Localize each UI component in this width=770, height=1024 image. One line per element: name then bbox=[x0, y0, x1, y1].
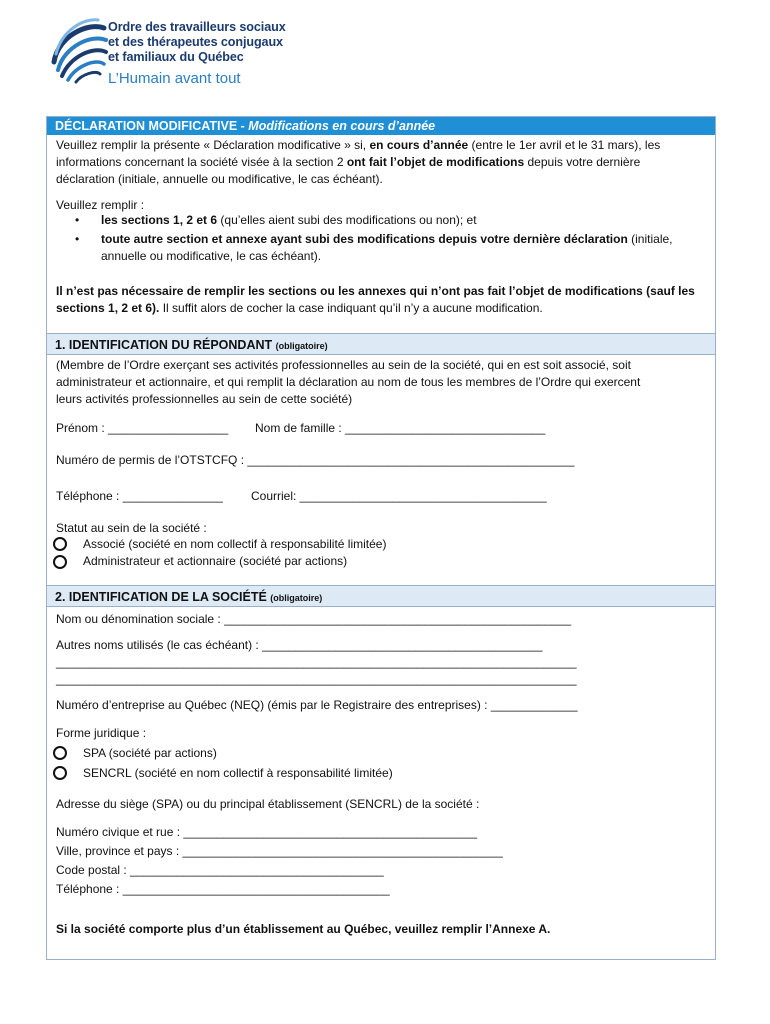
telephone-societe-field[interactable]: Téléphone : ________________________________________ bbox=[56, 882, 390, 896]
administrateur-radio[interactable] bbox=[53, 555, 67, 569]
annexe-a-note: Si la société comporte plus d’un établissement au Québec, veuillez remplir l’Annexe A. bbox=[56, 922, 551, 936]
organization-name bbox=[108, 20, 286, 65]
ville-field[interactable]: Ville, province et pays : ________________________________________________ bbox=[56, 844, 503, 858]
sencrl-radio[interactable] bbox=[53, 766, 67, 780]
intro-paragraph-1: Veuillez remplir la présente « Déclaration modificative » si, en cours d’année (entre le 1er avril et le 31 mars), les informations concernant la société visée à la section 2 ont fait l’objet de modifications depuis votre dernière déclaration (initiale, annuelle ou modificative, le cas échéant). bbox=[56, 138, 661, 186]
main-header bbox=[47, 117, 715, 135]
intro-paragraph-3: Il n’est pas nécessaire de remplir les sections ou les annexes qui n’ont pas fait l’objet de modifications (sauf les sections 1, 2 et 6). Il suffit alors de cocher la case indiquant qu’il n’y a aucune modification. bbox=[56, 284, 695, 315]
autres-noms-field[interactable]: Autres noms utilisés (le cas échéant) : __________________________________________ bbox=[56, 638, 543, 652]
section-1-tag: (obligatoire) bbox=[275, 341, 328, 351]
prenom-field[interactable]: Prénom : __________________ bbox=[56, 421, 229, 435]
spa-radio[interactable] bbox=[53, 746, 67, 760]
section-1-header bbox=[47, 333, 715, 355]
autres-noms-line-2[interactable]: ______________________________________________________________________________ bbox=[56, 655, 577, 669]
adresse-label: Adresse du siège (SPA) ou du principal établissement (SENCRL) de la société : bbox=[56, 797, 480, 811]
section-2-tag: (obligatoire) bbox=[270, 593, 323, 603]
numero-civique-field[interactable]: Numéro civique et rue : ____________________________________________ bbox=[56, 825, 478, 839]
administrateur-label: Administrateur et actionnaire (société par actions) bbox=[83, 554, 348, 568]
sencrl-label: SENCRL (société en nom collectif à responsabilité limitée) bbox=[83, 766, 393, 780]
statut-label: Statut au sein de la société : bbox=[56, 521, 207, 535]
section-1-title: 1. IDENTIFICATION DU RÉPONDANT bbox=[55, 338, 276, 352]
telephone-field[interactable]: Téléphone : _______________ bbox=[56, 489, 223, 503]
main-header-title: DÉCLARATION MODIFICATIVE - bbox=[55, 119, 249, 133]
associe-label: Associé (société en nom collectif à responsabilité limitée) bbox=[83, 537, 387, 551]
org-name-line1: Ordre des travailleurs sociaux bbox=[108, 20, 286, 34]
courriel-field[interactable]: Courriel: _____________________________________ bbox=[251, 489, 547, 503]
nom-famille-field[interactable]: Nom de famille : ______________________________ bbox=[255, 421, 546, 435]
section-1-description: (Membre de l’Ordre exerçant ses activités professionnelles au sein de la société, qui en est soit associé, soit administrateur et actionnaire, et qui remplit la déclaration au nom de tous les membres de l’Ordre qui exercent leurs activités professionnelles au sein de cette société) bbox=[56, 358, 641, 406]
org-name-line3: et familiaux du Québec bbox=[108, 50, 244, 64]
associe-radio[interactable] bbox=[53, 537, 67, 551]
autres-noms-line-3[interactable]: ______________________________________________________________________________ bbox=[56, 672, 577, 686]
tagline: L’Humain avant tout bbox=[108, 70, 241, 87]
spa-label: SPA (société par actions) bbox=[83, 746, 217, 760]
denomination-field[interactable]: Nom ou dénomination sociale : ____________________________________________________ bbox=[56, 612, 572, 626]
section-2-title: 2. IDENTIFICATION DE LA SOCIÉTÉ bbox=[55, 590, 271, 604]
section-2-header bbox=[47, 585, 715, 607]
permis-field[interactable]: Numéro de permis de l’OTSTCFQ : _________________________________________________ bbox=[56, 453, 575, 467]
main-header-subtitle: Modifications en cours d’année bbox=[248, 119, 436, 133]
intro-paragraph-2: Veuillez remplir : bbox=[56, 198, 145, 212]
declaration-form: DÉCLARATION MODIFICATIVE - Modifications en cours d’année Veuillez remplir la présente « Déclaration modificative » si, en cours d’année (entre le 1er avril et le 31 mars), les informations concernant la société visée à la section 2 ont fait l’objet de modifications depuis votre dernière déclaration (initiale, annuelle ou modificative, le cas échéant). Veuillez remplir : • les sections 1, 2 et 6 (qu’elles aient subi des modifications ou non); et • toute autre section et annexe ayant subi des modifications depuis votre dernière déclaration (initiale, annuelle ou modificative, le cas échéant). Il n’est pas nécessaire de remplir les sections ou les annexes qui n’ont pas fait l’objet de modifications (sauf les sections 1, 2 et 6). Il suffit alors de cocher la case indiquant qu’il n’y a aucune modification. 1. IDENTIFICATION DU RÉPONDANT (obligatoire) (Membre de l’Ordre exerçant ses activités professionnelles au sein de la société, qui en est soit associé, soit administrateur et actionnaire, et qui remplit la déclaration au nom de tous les membres de l’Ordre qui exercent leurs activités professionnelles au sein de cette société) Prénom : __________________ Nom de famille : ______________________________ Numéro de permis de l’OTSTCFQ : _________________________________________________ Téléphone : _______________ Courriel: _____________________________________ Statut au sein de la société : Associé (société en nom collectif à responsabilité limitée) Administrateur et actionnaire (société par actions) 2. IDENTIFICATION DE LA SOCIÉTÉ (obligatoire) Nom ou dénomination sociale : ____________________________________________________ Autres noms utilisés (le cas échéant) : __________________________________________ ______________________________________________________________________________ ______________________________________________________________________________ Numéro d’entreprise au Québec (NEQ) (émis par le Registraire des entreprises) : _____________ Forme juridique : SPA (société par actions) SENCRL (société en nom collectif à responsabilité limitée) Adresse du siège (SPA) ou du principal établissement (SENCRL) de la société : Numéro civique et rue : ____________________________________________ Ville, province et pays : ________________________________________________ Code postal : ______________________________________ Téléphone : ________________________________________ Si la société comporte plus d’un établissement au Québec, veuillez remplir l’Annexe A. bbox=[46, 116, 716, 960]
org-name-line2: et des thérapeutes conjugaux bbox=[108, 35, 283, 49]
code-postal-field[interactable]: Code postal : ______________________________________ bbox=[56, 863, 384, 877]
forme-juridique-label: Forme juridique : bbox=[56, 726, 147, 740]
neq-field[interactable]: Numéro d’entreprise au Québec (NEQ) (émis par le Registraire des entreprises) : _____________ bbox=[56, 698, 578, 712]
